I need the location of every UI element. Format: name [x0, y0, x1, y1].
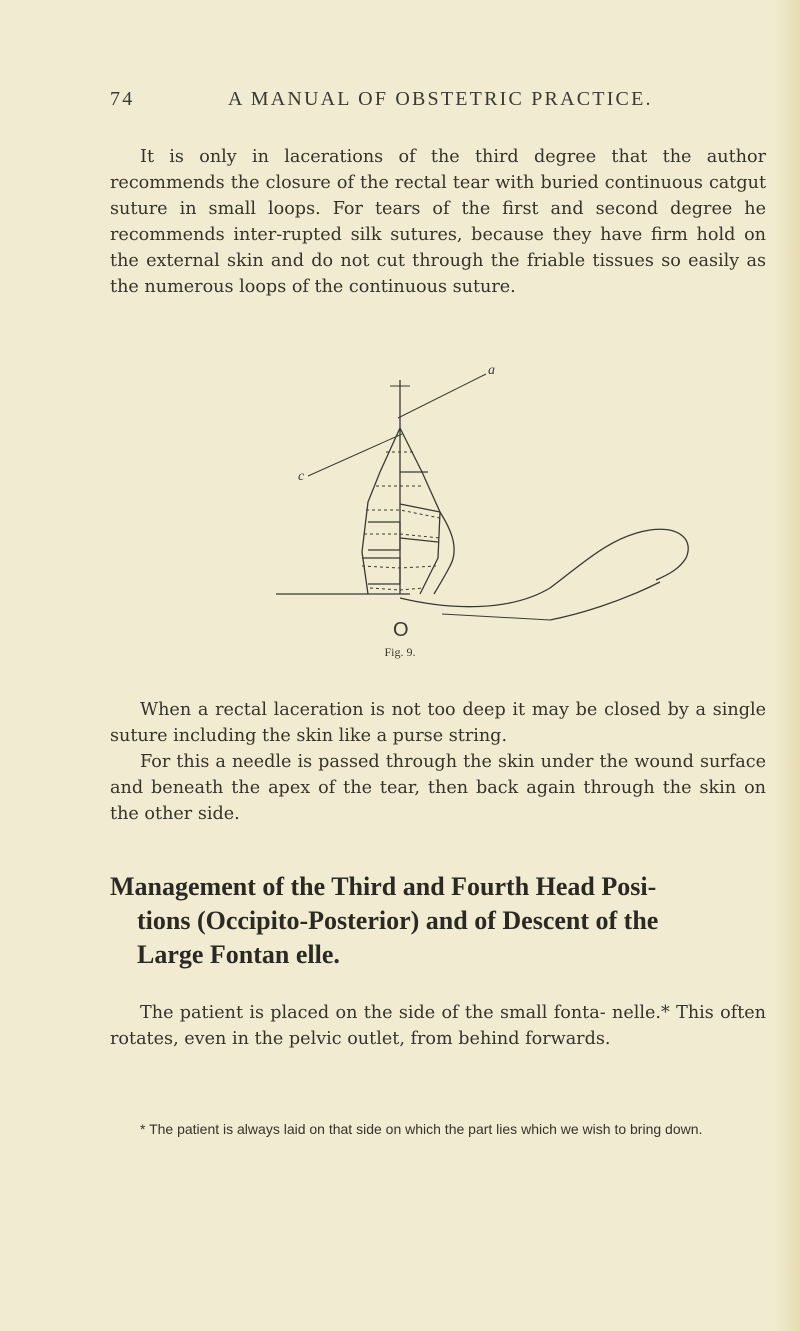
text-line: closed by a single suture including the skin like a purse	[110, 700, 767, 746]
suture-loop	[400, 538, 438, 542]
leader-line-a	[398, 374, 486, 418]
figure-9	[250, 362, 710, 667]
label-c: c	[298, 469, 305, 484]
suture-loop	[400, 472, 440, 512]
text-line: so easily as the numerous loops of the continuous suture.	[110, 251, 767, 297]
label-o: O	[393, 619, 409, 641]
heading-line: Management of the Third and Fourth Head Posi-	[110, 872, 657, 901]
running-head-title: A MANUAL OF OBSTETRIC PRACTICE.	[228, 88, 653, 110]
footnote	[110, 1117, 766, 1141]
text-line: When a rectal laceration is not too deep it may be	[140, 700, 598, 720]
text-line: rupted silk sutures, because they have firm hold on the	[110, 225, 766, 271]
text-line: string.	[448, 726, 508, 746]
heading-line: tions (Occipito-Posterior) and of Descent of the	[137, 906, 659, 935]
text-line: For this a needle is passed through the skin under the	[140, 752, 629, 772]
text-line: The patient is placed on the side of the small fonta-	[140, 1003, 606, 1023]
paragraph-management	[110, 1000, 766, 1052]
thread-loop-right	[434, 512, 454, 594]
dashed-suture	[362, 566, 436, 568]
suture-diagram	[250, 362, 710, 644]
dashed-suture	[370, 588, 424, 590]
text-line: wound surface and beneath the apex of the tear, then	[110, 752, 766, 798]
footnote-line: * The patient is always laid on that side on which the part lies	[140, 1121, 518, 1137]
text-line: behind forwards.	[458, 1029, 611, 1049]
text-line: nelle.* This often rotates, even in the pelvic outlet, from	[110, 1003, 767, 1049]
text-line: author recommends the closure of the rectal tear with	[110, 147, 767, 193]
page-edge-shading	[774, 0, 800, 1331]
dashed-suture	[366, 510, 440, 518]
section-heading	[110, 870, 770, 972]
dashed-suture	[364, 534, 440, 538]
thread-tail	[550, 582, 660, 620]
paragraph-sutures	[110, 144, 766, 300]
text-line: buried continuous catgut suture in small loops. For	[110, 173, 767, 219]
text-line: tears of the first and second degree he recommends inter-	[110, 199, 767, 245]
suture-loop	[368, 522, 400, 550]
figure-caption: Fig. 9.	[384, 645, 416, 659]
text-line: It is only in lacerations of the third degree that the	[140, 147, 692, 167]
label-a: a	[488, 363, 495, 378]
paragraph-purse-string	[110, 697, 766, 827]
tear-left-edge	[362, 428, 400, 594]
thread-base	[442, 614, 550, 620]
heading-line: Large Fontan elle.	[137, 940, 340, 969]
footnote-line: which we wish to bring down.	[521, 1121, 703, 1137]
text-line: back again through the skin on the other side.	[110, 778, 766, 824]
suture-loop	[362, 558, 400, 584]
page-number: 74	[110, 88, 135, 110]
text-line: external skin and do not cut through the friable tissues	[146, 251, 654, 271]
purse-string-thread	[400, 529, 688, 606]
